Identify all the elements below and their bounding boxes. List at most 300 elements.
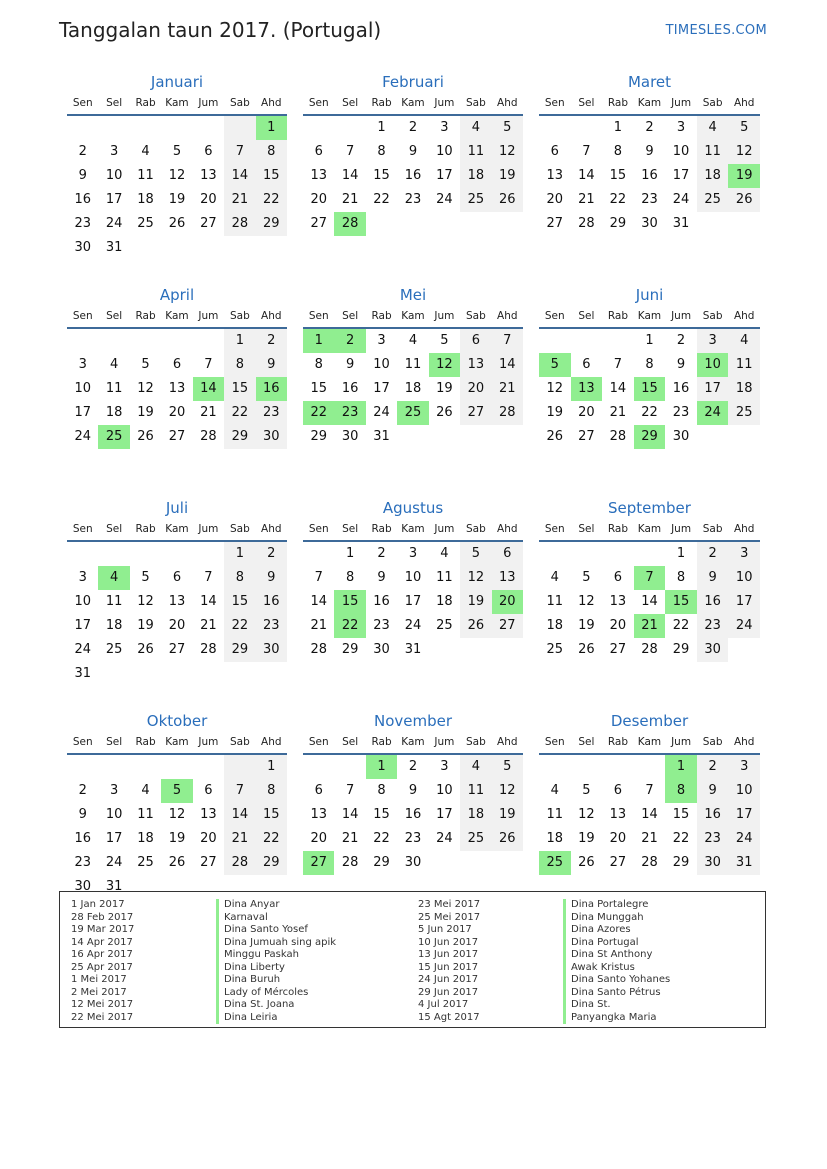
weekday-label: Kam [637, 523, 662, 535]
day-cell: 20 [546, 192, 564, 207]
day-cell: 18 [404, 381, 422, 396]
day-cell: 3 [440, 120, 449, 135]
month-februari [303, 72, 523, 285]
day-cell: 10 [74, 381, 91, 396]
day-cell: 11 [546, 807, 564, 822]
day-cell: 29 [310, 429, 327, 444]
weekday-label: Sen [544, 97, 565, 109]
day-cell: 9 [408, 144, 418, 159]
weekday-label: Sel [578, 97, 595, 109]
day-cell: 7 [204, 570, 213, 585]
day-cell: 14 [200, 594, 217, 609]
day-cell: 24 [105, 216, 123, 231]
day-cell: 1 [256, 755, 287, 779]
weekday-label: Ahd [497, 523, 518, 535]
days-grid [67, 755, 287, 899]
weekday-label: Rab [135, 310, 156, 322]
day-cell: 2 [256, 329, 287, 353]
month-april [67, 285, 287, 498]
day-cell: 4 [728, 329, 760, 353]
day-cell: 26 [460, 614, 491, 638]
day-cell: 5 [492, 116, 523, 140]
day-cell: 22 [256, 827, 287, 851]
day-cell: 22 [256, 188, 287, 212]
day-cell: 1 [613, 120, 623, 135]
month-name: Maret [627, 73, 672, 91]
day-cell: 28 [578, 216, 595, 231]
day-cell: 17 [404, 594, 422, 609]
weekday-label: Sel [106, 310, 123, 322]
day-cell: 25 [436, 618, 453, 633]
site-link[interactable]: TIMESLES.COM [665, 23, 767, 38]
month-name: April [159, 286, 195, 304]
day-cell: 27 [200, 216, 217, 231]
day-cell: 10 [672, 144, 690, 159]
holiday-name: Dina Munggah [571, 911, 644, 923]
weekday-label: Kam [637, 736, 662, 748]
day-cell: 26 [137, 642, 154, 657]
day-cell: 14 [641, 807, 658, 822]
day-cell: 28 [224, 851, 255, 875]
day-cell: 7 [224, 140, 255, 164]
weekday-label: Jum [434, 310, 455, 322]
day-cell: 26 [578, 855, 595, 870]
day-cell: 25 [697, 188, 729, 212]
day-cell: 23 [641, 192, 658, 207]
day-cell: 11 [436, 570, 453, 585]
day-cell: 22 [609, 192, 627, 207]
day-cell: 20 [168, 405, 186, 420]
day-cell: 19 [492, 803, 523, 827]
weekday-label: Ahd [733, 97, 755, 109]
month-name: Juni [635, 286, 664, 304]
empty-cell [67, 542, 98, 566]
holiday-day-cell: 23 [334, 401, 365, 425]
weekday-header [303, 305, 523, 329]
holiday-day-cell: 20 [492, 590, 523, 614]
day-cell: 28 [641, 855, 658, 870]
day-cell: 30 [373, 642, 390, 657]
day-cell: 7 [645, 783, 654, 798]
day-cell: 12 [578, 807, 595, 822]
day-cell: 4 [550, 570, 559, 585]
day-cell: 9 [78, 807, 87, 822]
weekday-label: Rab [135, 97, 156, 109]
weekday-label: Sab [465, 736, 486, 748]
day-cell: 2 [697, 755, 729, 779]
weekday-label: Ahd [497, 97, 518, 109]
day-cell: 11 [460, 140, 491, 164]
day-cell: 24 [436, 192, 453, 207]
month-juli [67, 498, 287, 711]
empty-cell [130, 755, 161, 779]
day-cell: 5 [728, 116, 760, 140]
weekday-label: Ahd [733, 736, 755, 748]
day-cell: 9 [645, 144, 654, 159]
day-cell: 9 [676, 357, 686, 372]
day-cell: 21 [609, 405, 627, 420]
weekday-header [539, 731, 760, 755]
weekday-label: Jum [434, 523, 455, 535]
day-cell: 4 [460, 116, 491, 140]
day-cell: 1 [345, 546, 355, 561]
day-cell: 26 [168, 855, 186, 870]
day-cell: 18 [546, 618, 564, 633]
day-cell: 12 [137, 594, 154, 609]
day-cell: 14 [578, 168, 595, 183]
day-cell: 27 [578, 429, 595, 444]
day-cell: 26 [728, 188, 760, 212]
days-grid [303, 329, 523, 449]
empty-cell [303, 542, 334, 566]
day-cell: 4 [141, 144, 150, 159]
holiday-day-cell: 1 [665, 755, 697, 779]
day-cell: 26 [546, 429, 564, 444]
day-cell: 7 [492, 329, 523, 353]
days-grid [303, 542, 523, 662]
day-cell: 8 [676, 570, 686, 585]
day-cell: 2 [645, 120, 654, 135]
month-name: Desember [610, 712, 689, 730]
day-cell: 4 [697, 116, 729, 140]
day-cell: 20 [578, 405, 595, 420]
day-cell: 24 [74, 642, 91, 657]
day-cell: 4 [408, 333, 418, 348]
month-januari [67, 72, 287, 285]
day-cell: 1 [676, 546, 686, 561]
holiday-name: Dina Santo Yohanes [571, 974, 671, 985]
empty-cell [130, 329, 161, 353]
day-cell: 23 [404, 192, 422, 207]
day-cell: 1 [377, 120, 386, 135]
holiday-day-cell: 7 [634, 566, 666, 590]
weekday-label: Jum [198, 523, 219, 535]
holiday-day-cell: 22 [303, 401, 334, 425]
days-grid [539, 755, 760, 875]
holiday-day-cell: 13 [571, 377, 603, 401]
weekday-label: Jum [198, 736, 219, 748]
day-cell: 9 [697, 779, 729, 803]
day-cell: 24 [728, 827, 760, 851]
day-cell: 4 [440, 546, 449, 561]
holiday-day-cell: 10 [697, 353, 729, 377]
holiday-date: 24 Jun 2017 [418, 974, 479, 985]
day-cell: 3 [408, 546, 418, 561]
day-cell: 2 [78, 783, 87, 798]
months-grid [67, 72, 760, 924]
day-cell: 14 [224, 164, 255, 188]
holiday-day-cell: 12 [429, 353, 460, 377]
empty-cell [571, 755, 603, 779]
day-cell: 6 [314, 783, 323, 798]
day-cell: 19 [137, 618, 154, 633]
empty-cell [334, 116, 365, 140]
day-cell: 10 [105, 807, 123, 822]
weekday-label: Sen [308, 310, 329, 322]
month-name: November [373, 712, 453, 730]
holiday-names-right [563, 899, 670, 1024]
day-cell: 25 [728, 401, 760, 425]
day-cell: 22 [224, 401, 255, 425]
day-cell: 29 [224, 425, 255, 449]
empty-cell [98, 542, 129, 566]
day-cell: 31 [74, 666, 91, 681]
holiday-date: 12 Mei 2017 [71, 999, 134, 1010]
day-cell: 14 [341, 168, 359, 183]
day-cell: 21 [200, 618, 217, 633]
day-cell: 28 [224, 212, 255, 236]
empty-cell [224, 755, 255, 779]
weekday-label: Sab [465, 310, 486, 322]
day-cell: 31 [105, 879, 123, 894]
holiday-name: Dina Santo Pétrus [571, 986, 661, 998]
day-cell: 13 [200, 807, 217, 822]
days-grid [67, 542, 287, 686]
day-cell: 20 [460, 377, 491, 401]
holiday-day-cell: 15 [334, 590, 365, 614]
weekday-label: Ahd [733, 523, 755, 535]
day-cell: 17 [373, 381, 390, 396]
day-cell: 6 [172, 357, 182, 372]
weekday-label: Sab [229, 310, 250, 322]
day-cell: 6 [314, 144, 323, 159]
day-cell: 8 [224, 566, 255, 590]
day-cell: 30 [697, 638, 729, 662]
day-cell: 10 [404, 570, 422, 585]
day-cell: 22 [373, 831, 390, 846]
day-cell: 9 [697, 566, 729, 590]
day-cell: 23 [672, 405, 690, 420]
day-cell: 7 [613, 357, 623, 372]
day-cell: 27 [200, 855, 217, 870]
day-cell: 18 [460, 803, 491, 827]
day-cell: 19 [436, 381, 453, 396]
day-cell: 27 [609, 642, 627, 657]
day-cell: 13 [168, 594, 186, 609]
page-title: Tanggalan taun 2017. (Portugal) [59, 18, 382, 42]
day-cell: 5 [582, 570, 591, 585]
holiday-name: Lady of Mércoles [224, 986, 309, 998]
days-grid [303, 116, 523, 236]
holiday-day-cell: 28 [334, 212, 365, 236]
day-cell: 25 [546, 642, 564, 657]
day-cell: 30 [341, 429, 359, 444]
holiday-day-cell: 21 [634, 614, 666, 638]
holiday-date: 13 Jun 2017 [418, 949, 479, 960]
day-cell: 26 [168, 216, 186, 231]
empty-cell [303, 116, 334, 140]
month-name: Juli [165, 499, 189, 517]
holiday-date: 23 Mei 2017 [418, 899, 481, 910]
day-cell: 17 [74, 405, 91, 420]
day-cell: 18 [728, 377, 760, 401]
empty-cell [130, 116, 161, 140]
day-cell: 17 [105, 831, 123, 846]
holiday-names-left [216, 899, 336, 1024]
day-cell: 30 [74, 240, 91, 255]
month-mei [303, 285, 523, 498]
weekday-header [539, 305, 760, 329]
day-cell: 10 [373, 357, 390, 372]
day-cell: 13 [310, 168, 327, 183]
days-grid [539, 116, 760, 236]
day-cell: 22 [641, 405, 658, 420]
holiday-date: 4 Jul 2017 [418, 999, 469, 1010]
holiday-dates-left [71, 899, 134, 1024]
weekday-label: Jum [671, 523, 692, 535]
day-cell: 17 [105, 192, 123, 207]
day-cell: 24 [404, 618, 422, 633]
weekday-label: Jum [671, 310, 692, 322]
day-cell: 12 [578, 594, 595, 609]
weekday-label: Jum [198, 310, 219, 322]
day-cell: 11 [137, 168, 154, 183]
day-cell: 15 [256, 164, 287, 188]
days-grid [303, 755, 523, 875]
days-grid [539, 542, 760, 662]
empty-cell [193, 116, 224, 140]
day-cell: 25 [460, 827, 491, 851]
weekday-label: Jum [434, 97, 455, 109]
weekday-label: Sab [702, 736, 723, 748]
empty-cell [193, 755, 224, 779]
holiday-day-cell: 14 [193, 377, 224, 401]
day-cell: 29 [256, 851, 287, 875]
day-cell: 30 [404, 855, 422, 870]
day-cell: 21 [492, 377, 523, 401]
day-cell: 10 [74, 594, 91, 609]
day-cell: 18 [460, 164, 491, 188]
day-cell: 18 [546, 831, 564, 846]
day-cell: 4 [460, 755, 491, 779]
day-cell: 5 [172, 144, 182, 159]
day-cell: 21 [641, 831, 658, 846]
day-cell: 12 [546, 381, 564, 396]
day-cell: 24 [74, 429, 91, 444]
weekday-label: Jum [671, 97, 692, 109]
day-cell: 13 [546, 168, 564, 183]
day-cell: 15 [609, 168, 627, 183]
day-cell: 29 [373, 855, 390, 870]
day-cell: 3 [109, 144, 119, 159]
day-cell: 19 [168, 831, 186, 846]
month-september [539, 498, 760, 711]
day-cell: 7 [314, 570, 323, 585]
day-cell: 20 [609, 618, 627, 633]
day-cell: 11 [137, 807, 154, 822]
day-cell: 3 [728, 755, 760, 779]
day-cell: 31 [404, 642, 422, 657]
day-cell: 14 [224, 803, 255, 827]
weekday-label: Ahd [261, 736, 282, 748]
holiday-day-cell: 1 [256, 116, 287, 140]
day-cell: 9 [256, 353, 287, 377]
holiday-date: 22 Mei 2017 [71, 1011, 134, 1023]
day-cell: 7 [224, 779, 255, 803]
weekday-label: Sel [342, 310, 359, 322]
day-cell: 8 [645, 357, 654, 372]
day-cell: 14 [609, 381, 627, 396]
weekday-label: Ahd [733, 310, 755, 322]
day-cell: 25 [105, 642, 123, 657]
day-cell: 28 [200, 642, 217, 657]
weekday-label: Sab [702, 97, 723, 109]
day-cell: 8 [613, 144, 623, 159]
holiday-date: 2 Mei 2017 [71, 986, 127, 998]
day-cell: 9 [345, 357, 355, 372]
day-cell: 16 [697, 590, 729, 614]
weekday-label: Kam [165, 523, 189, 535]
day-cell: 11 [105, 381, 123, 396]
weekday-label: Sab [229, 736, 250, 748]
day-cell: 9 [408, 783, 418, 798]
month-name: Oktober [146, 712, 208, 730]
weekday-label: Ahd [261, 523, 282, 535]
holiday-name: Awak Kristus [571, 961, 635, 973]
day-cell: 15 [672, 807, 690, 822]
day-cell: 13 [168, 381, 186, 396]
weekday-header [67, 518, 287, 542]
day-cell: 13 [609, 807, 627, 822]
day-cell: 13 [460, 353, 491, 377]
day-cell: 18 [436, 594, 453, 609]
day-cell: 23 [697, 827, 729, 851]
empty-cell [161, 755, 192, 779]
day-cell: 16 [404, 807, 422, 822]
day-cell: 1 [645, 333, 654, 348]
day-cell: 30 [697, 851, 729, 875]
holiday-name: Dina Santo Yosef [224, 924, 308, 935]
day-cell: 23 [74, 855, 91, 870]
holiday-name: Minggu Paskah [224, 949, 299, 960]
month-name: Februari [382, 73, 444, 91]
holiday-dates-right [418, 899, 480, 1024]
weekday-label: Sen [544, 310, 565, 322]
empty-cell [67, 755, 98, 779]
weekday-header [67, 92, 287, 116]
day-cell: 7 [345, 783, 355, 798]
day-cell: 29 [256, 212, 287, 236]
day-cell: 19 [168, 192, 186, 207]
day-cell: 28 [641, 642, 658, 657]
day-cell: 8 [314, 357, 323, 372]
day-cell: 17 [728, 590, 760, 614]
day-cell: 12 [137, 381, 154, 396]
weekday-label: Sen [544, 736, 565, 748]
day-cell: 10 [728, 566, 760, 590]
weekday-label: Rab [607, 310, 628, 322]
holiday-name: Dina Portugal [571, 936, 639, 948]
empty-cell [602, 542, 634, 566]
weekday-label: Rab [607, 97, 628, 109]
holiday-name: Dina St. [571, 999, 611, 1010]
empty-cell [303, 755, 334, 779]
day-cell: 7 [582, 144, 591, 159]
days-grid [539, 329, 760, 449]
day-cell: 20 [200, 831, 217, 846]
day-cell: 17 [672, 168, 690, 183]
empty-cell [193, 329, 224, 353]
day-cell: 10 [436, 783, 453, 798]
day-cell: 19 [492, 164, 523, 188]
weekday-label: Kam [401, 310, 425, 322]
day-cell: 22 [672, 831, 690, 846]
day-cell: 20 [200, 192, 217, 207]
holiday-day-cell: 19 [728, 164, 760, 188]
weekday-label: Sel [578, 736, 595, 748]
empty-cell [130, 542, 161, 566]
day-cell: 24 [373, 405, 390, 420]
